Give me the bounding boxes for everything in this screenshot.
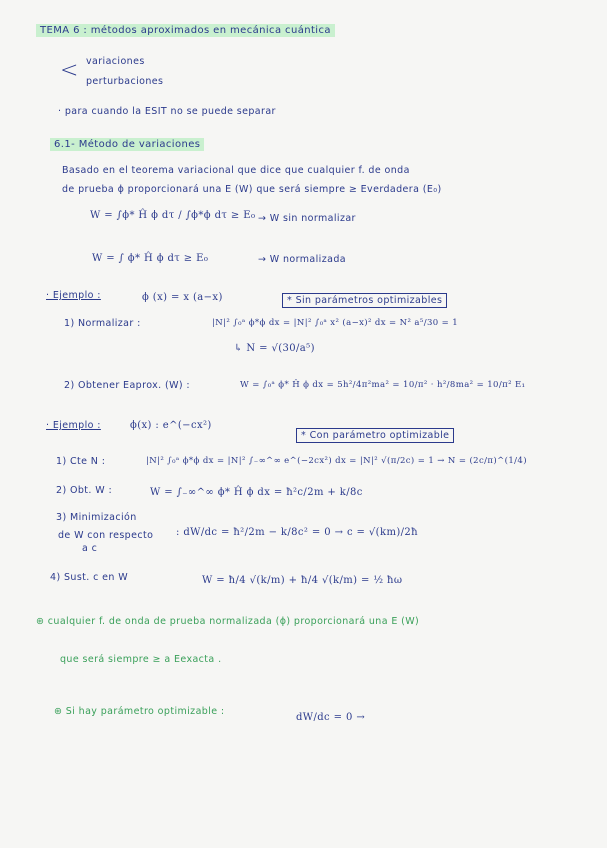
page-title: TEMA 6 : métodos aproximados en mecánica cuántica	[36, 24, 335, 37]
example-1-step-1-result: ↳ N = √(30/a⁵)	[234, 343, 315, 354]
equation-unnormalized: W = ∫ϕ* Ĥ ϕ dτ / ∫ϕ*ϕ dτ ≥ E₀	[90, 210, 256, 221]
example-1-step-2-label: 2) Obtener Eaprox. (W) :	[64, 380, 190, 391]
example-2-box: * Con parámetro optimizable	[296, 428, 454, 443]
theorem-line-2: de prueba ϕ proporcionará una E (W) que será siempre ≥ Everdadera (E₀)	[62, 184, 442, 195]
example-2-function: ϕ(x) : e^(−cx²)	[130, 420, 212, 431]
example-1-label: · Ejemplo :	[46, 290, 101, 301]
section-heading: 6.1- Método de variaciones	[50, 138, 204, 151]
example-2-step-3-label-2: de W con respecto	[58, 530, 154, 541]
example-2-step-1-label: 1) Cte N :	[56, 456, 106, 467]
example-2-step-3-equation: : dW/dc = ħ²/2m − k/8c² = 0 → c = √(km)/2ħ	[176, 527, 418, 538]
example-2-step-3-label-3: a c	[82, 543, 98, 554]
example-2-step-4-label: 4) Sust. c en W	[50, 572, 129, 583]
example-1-step-1-label: 1) Normalizar :	[64, 318, 141, 329]
example-2-step-1-equation: |N|² ∫₀ᵃ ϕ*ϕ dx = |N|² ∫₋∞^∞ e^(−2cx²) dx = |N|² √(π/2c) = 1 → N = (2c/π)^(1/4)	[146, 456, 527, 466]
example-2-step-2-equation: W = ∫₋∞^∞ ϕ* Ĥ ϕ dx = ħ²c/2m + k/8c	[150, 487, 363, 498]
note-1-line-2: que será siempre ≥ a Eexacta .	[60, 654, 222, 665]
example-2-step-4-equation: W = ħ/4 √(k/m) + ħ/4 √(k/m) = ½ ħω	[202, 575, 403, 586]
example-2-step-3-label-1: 3) Minimización	[56, 512, 137, 523]
example-2-step-2-label: 2) Obt. W :	[56, 485, 113, 496]
example-1-box: * Sin parámetros optimizables	[282, 293, 447, 308]
example-1-step-1-equation: |N|² ∫₀ᵃ ϕ*ϕ dx = |N|² ∫₀ᵃ x² (a−x)² dx = N² a⁵/30 = 1	[212, 318, 459, 328]
note-1-line-1: ⊛ cualquier f. de onda de prueba normalizada (ϕ) proporcionará una E (W)	[36, 616, 420, 627]
brace-left-icon: <	[60, 58, 79, 83]
equation-unnormalized-note: → W sin normalizar	[258, 213, 356, 224]
intro-note: · para cuando la ESIT no se puede separar	[58, 106, 276, 117]
equation-normalized: W = ∫ ϕ* Ĥ ϕ dτ ≥ E₀	[92, 253, 209, 264]
example-1-function: ϕ (x) = x (a−x)	[142, 292, 223, 303]
example-1-step-2-equation: W = ∫₀ᵃ ϕ* Ĥ ϕ dx = 5h²/4π²ma² = 10/π² · h²/8ma² = 10/π² E₁	[240, 380, 526, 390]
note-2: ⊛ Si hay parámetro optimizable :	[54, 706, 225, 717]
equation-normalized-note: → W normalizada	[258, 254, 346, 265]
intro-item-variations: variaciones	[86, 56, 145, 67]
intro-item-perturbations: perturbaciones	[86, 76, 164, 87]
note-2-equation: dW/dc = 0 →	[296, 712, 366, 723]
theorem-line-1: Basado en el teorema variacional que dice que cualquier f. de onda	[62, 165, 410, 176]
example-2-label: · Ejemplo :	[46, 420, 101, 431]
